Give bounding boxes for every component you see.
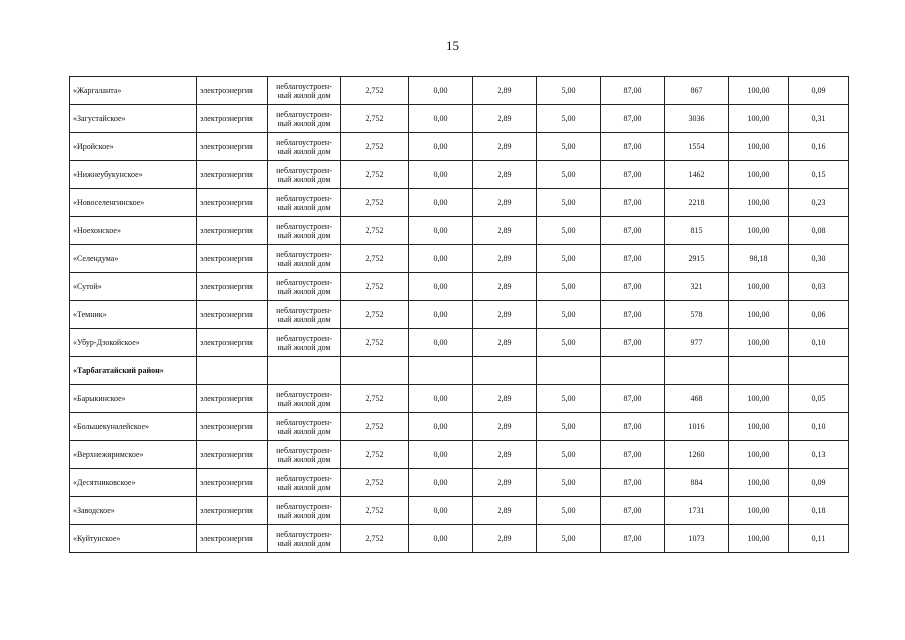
housing-type-line-1: неблагоустроен- <box>276 389 332 399</box>
value-cell-v7: 100,00 <box>729 133 789 161</box>
settlement-name: «Новоселенгинское» <box>70 189 197 217</box>
value-cell-v2: 0,00 <box>409 133 473 161</box>
resource-cell: электроэнергия <box>197 469 268 497</box>
value-cell-v3: 2,89 <box>473 413 537 441</box>
housing-type-line-2: ный жилой дом <box>277 398 331 408</box>
housing-type-line-1: неблагоустроен- <box>276 417 332 427</box>
value-cell-v4: 5,00 <box>537 301 601 329</box>
table-body <box>70 77 849 553</box>
value-cell-v8: 0,03 <box>789 273 849 301</box>
value-cell-v8: 0,16 <box>789 133 849 161</box>
value-cell-v5: 87,00 <box>601 497 665 525</box>
value-cell-v5: 87,00 <box>601 133 665 161</box>
value-cell-v6: 867 <box>665 77 729 105</box>
value-cell-v6: 1554 <box>665 133 729 161</box>
housing-type-cell <box>268 189 341 217</box>
value-cell-v2: 0,00 <box>409 301 473 329</box>
resource-cell: электроэнергия <box>197 497 268 525</box>
table-row <box>70 105 849 133</box>
value-cell-v8: 0,23 <box>789 189 849 217</box>
value-cell-v1: 2,752 <box>341 385 409 413</box>
housing-type-cell <box>268 161 341 189</box>
table-row <box>70 301 849 329</box>
settlement-name: «Темник» <box>70 301 197 329</box>
value-cell-v6: 468 <box>665 385 729 413</box>
value-cell-v4: 5,00 <box>537 133 601 161</box>
table-row <box>70 161 849 189</box>
value-cell-v2: 0,00 <box>409 189 473 217</box>
value-cell-v5: 87,00 <box>601 301 665 329</box>
housing-type-line-1: неблагоустроен- <box>276 165 332 175</box>
tariff-table <box>69 76 849 553</box>
value-cell-v8: 0,18 <box>789 497 849 525</box>
value-cell-v7: 100,00 <box>729 497 789 525</box>
value-cell-v8: 0,15 <box>789 161 849 189</box>
value-cell-v1: 2,752 <box>341 161 409 189</box>
value-cell-v6: 1073 <box>665 525 729 553</box>
value-cell-v3: 2,89 <box>473 525 537 553</box>
value-cell-v5: 87,00 <box>601 217 665 245</box>
value-cell-v5: 87,00 <box>601 245 665 273</box>
empty-cell <box>537 357 601 385</box>
value-cell-v2: 0,00 <box>409 105 473 133</box>
resource-cell: электроэнергия <box>197 245 268 273</box>
value-cell-v4: 5,00 <box>537 441 601 469</box>
housing-type-line-1: неблагоустроен- <box>276 305 332 315</box>
value-cell-v6: 1731 <box>665 497 729 525</box>
value-cell-v6: 977 <box>665 329 729 357</box>
table-row <box>70 441 849 469</box>
value-cell-v4: 5,00 <box>537 273 601 301</box>
value-cell-v3: 2,89 <box>473 329 537 357</box>
value-cell-v5: 87,00 <box>601 273 665 301</box>
value-cell-v2: 0,00 <box>409 329 473 357</box>
housing-type-cell <box>268 413 341 441</box>
housing-type-line-2: ный жилой дом <box>277 426 331 436</box>
value-cell-v2: 0,00 <box>409 441 473 469</box>
housing-type-line-1: неблагоустроен- <box>276 193 332 203</box>
value-cell-v8: 0,10 <box>789 413 849 441</box>
value-cell-v6: 2218 <box>665 189 729 217</box>
housing-type-cell <box>268 105 341 133</box>
housing-type-cell <box>268 273 341 301</box>
value-cell-v3: 2,89 <box>473 273 537 301</box>
value-cell-v3: 2,89 <box>473 385 537 413</box>
value-cell-v2: 0,00 <box>409 273 473 301</box>
housing-type-cell <box>268 217 341 245</box>
resource-cell: электроэнергия <box>197 133 268 161</box>
table-row <box>70 245 849 273</box>
value-cell-v7: 100,00 <box>729 105 789 133</box>
table-row <box>70 329 849 357</box>
value-cell-v1: 2,752 <box>341 133 409 161</box>
table-row <box>70 469 849 497</box>
housing-type-line-1: неблагоустроен- <box>276 221 332 231</box>
settlement-name: «Селендума» <box>70 245 197 273</box>
value-cell-v8: 0,13 <box>789 441 849 469</box>
housing-type-line-1: неблагоустроен- <box>276 249 332 259</box>
value-cell-v8: 0,11 <box>789 525 849 553</box>
value-cell-v2: 0,00 <box>409 413 473 441</box>
empty-cell <box>601 357 665 385</box>
value-cell-v5: 87,00 <box>601 525 665 553</box>
value-cell-v1: 2,752 <box>341 329 409 357</box>
value-cell-v6: 2915 <box>665 245 729 273</box>
empty-cell <box>729 357 789 385</box>
value-cell-v5: 87,00 <box>601 161 665 189</box>
value-cell-v3: 2,89 <box>473 133 537 161</box>
value-cell-v6: 3036 <box>665 105 729 133</box>
value-cell-v8: 0,08 <box>789 217 849 245</box>
value-cell-v4: 5,00 <box>537 497 601 525</box>
housing-type-line-2: ный жилой дом <box>277 538 331 548</box>
value-cell-v2: 0,00 <box>409 497 473 525</box>
value-cell-v7: 100,00 <box>729 329 789 357</box>
housing-type-line-1: неблагоустроен- <box>276 473 332 483</box>
settlement-name: «Куйтунское» <box>70 525 197 553</box>
settlement-name: «Верхнежиримское» <box>70 441 197 469</box>
value-cell-v5: 87,00 <box>601 189 665 217</box>
value-cell-v1: 2,752 <box>341 413 409 441</box>
table-row <box>70 385 849 413</box>
value-cell-v2: 0,00 <box>409 77 473 105</box>
resource-cell: электроэнергия <box>197 217 268 245</box>
resource-cell: электроэнергия <box>197 161 268 189</box>
value-cell-v7: 100,00 <box>729 161 789 189</box>
value-cell-v8: 0,09 <box>789 77 849 105</box>
value-cell-v7: 100,00 <box>729 217 789 245</box>
housing-type-cell <box>268 245 341 273</box>
settlement-name: «Нижнеубукунское» <box>70 161 197 189</box>
empty-cell <box>341 357 409 385</box>
housing-type-cell <box>268 301 341 329</box>
value-cell-v6: 321 <box>665 273 729 301</box>
housing-type-cell <box>268 329 341 357</box>
empty-cell <box>197 357 268 385</box>
housing-type-cell <box>268 133 341 161</box>
empty-cell <box>789 357 849 385</box>
value-cell-v1: 2,752 <box>341 77 409 105</box>
value-cell-v3: 2,89 <box>473 105 537 133</box>
value-cell-v5: 87,00 <box>601 77 665 105</box>
settlement-name: «Заводское» <box>70 497 197 525</box>
settlement-name: «Большекуналейское» <box>70 413 197 441</box>
value-cell-v7: 100,00 <box>729 525 789 553</box>
value-cell-v4: 5,00 <box>537 189 601 217</box>
housing-type-line-2: ный жилой дом <box>277 286 331 296</box>
housing-type-line-2: ный жилой дом <box>277 146 331 156</box>
resource-cell: электроэнергия <box>197 77 268 105</box>
housing-type-cell <box>268 441 341 469</box>
housing-type-line-2: ный жилой дом <box>277 174 331 184</box>
housing-type-line-1: неблагоустроен- <box>276 277 332 287</box>
housing-type-cell <box>268 385 341 413</box>
settlement-name: «Сутой» <box>70 273 197 301</box>
table-row <box>70 497 849 525</box>
value-cell-v5: 87,00 <box>601 385 665 413</box>
value-cell-v6: 884 <box>665 469 729 497</box>
value-cell-v3: 2,89 <box>473 245 537 273</box>
value-cell-v4: 5,00 <box>537 469 601 497</box>
value-cell-v1: 2,752 <box>341 469 409 497</box>
housing-type-line-1: неблагоустроен- <box>276 445 332 455</box>
housing-type-line-2: ный жилой дом <box>277 202 331 212</box>
settlement-name: «Барыкинское» <box>70 385 197 413</box>
value-cell-v3: 2,89 <box>473 301 537 329</box>
resource-cell: электроэнергия <box>197 385 268 413</box>
table-row <box>70 273 849 301</box>
housing-type-line-2: ный жилой дом <box>277 90 331 100</box>
value-cell-v3: 2,89 <box>473 161 537 189</box>
value-cell-v5: 87,00 <box>601 329 665 357</box>
value-cell-v1: 2,752 <box>341 245 409 273</box>
value-cell-v7: 100,00 <box>729 413 789 441</box>
table-row <box>70 525 849 553</box>
housing-type-line-1: неблагоустроен- <box>276 109 332 119</box>
table-row <box>70 413 849 441</box>
value-cell-v4: 5,00 <box>537 525 601 553</box>
value-cell-v2: 0,00 <box>409 469 473 497</box>
housing-type-line-2: ный жилой дом <box>277 454 331 464</box>
value-cell-v2: 0,00 <box>409 161 473 189</box>
page-number: 15 <box>446 38 459 53</box>
value-cell-v7: 100,00 <box>729 301 789 329</box>
settlement-name: «Убур-Дзокойское» <box>70 329 197 357</box>
value-cell-v6: 1016 <box>665 413 729 441</box>
value-cell-v3: 2,89 <box>473 217 537 245</box>
housing-type-line-1: неблагоустроен- <box>276 529 332 539</box>
value-cell-v7: 100,00 <box>729 189 789 217</box>
settlement-name: «Ноехонское» <box>70 217 197 245</box>
value-cell-v1: 2,752 <box>341 273 409 301</box>
settlement-name: «Загустайское» <box>70 105 197 133</box>
value-cell-v8: 0,06 <box>789 301 849 329</box>
value-cell-v6: 1462 <box>665 161 729 189</box>
table-row <box>70 189 849 217</box>
section-title: «Тарбагатайский район» <box>70 357 197 385</box>
value-cell-v6: 1260 <box>665 441 729 469</box>
value-cell-v6: 815 <box>665 217 729 245</box>
value-cell-v4: 5,00 <box>537 105 601 133</box>
value-cell-v5: 87,00 <box>601 413 665 441</box>
value-cell-v7: 100,00 <box>729 273 789 301</box>
value-cell-v4: 5,00 <box>537 217 601 245</box>
value-cell-v8: 0,10 <box>789 329 849 357</box>
resource-cell: электроэнергия <box>197 105 268 133</box>
housing-type-cell <box>268 497 341 525</box>
value-cell-v7: 100,00 <box>729 469 789 497</box>
resource-cell: электроэнергия <box>197 301 268 329</box>
housing-type-cell <box>268 77 341 105</box>
empty-cell <box>473 357 537 385</box>
value-cell-v3: 2,89 <box>473 77 537 105</box>
housing-type-cell <box>268 469 341 497</box>
value-cell-v2: 0,00 <box>409 217 473 245</box>
value-cell-v4: 5,00 <box>537 161 601 189</box>
value-cell-v5: 87,00 <box>601 469 665 497</box>
value-cell-v3: 2,89 <box>473 497 537 525</box>
value-cell-v1: 2,752 <box>341 105 409 133</box>
value-cell-v1: 2,752 <box>341 301 409 329</box>
table-row <box>70 133 849 161</box>
resource-cell: электроэнергия <box>197 413 268 441</box>
value-cell-v8: 0,09 <box>789 469 849 497</box>
housing-type-line-1: неблагоустроен- <box>276 333 332 343</box>
value-cell-v8: 0,31 <box>789 105 849 133</box>
housing-type-line-2: ный жилой дом <box>277 510 331 520</box>
empty-cell <box>409 357 473 385</box>
housing-type-line-2: ный жилой дом <box>277 258 331 268</box>
housing-type-line-2: ный жилой дом <box>277 342 331 352</box>
value-cell-v7: 100,00 <box>729 441 789 469</box>
value-cell-v7: 98,18 <box>729 245 789 273</box>
resource-cell: электроэнергия <box>197 273 268 301</box>
housing-type-line-2: ный жилой дом <box>277 482 331 492</box>
housing-type-line-1: неблагоустроен- <box>276 137 332 147</box>
resource-cell: электроэнергия <box>197 525 268 553</box>
value-cell-v7: 100,00 <box>729 385 789 413</box>
settlement-name: «Жаргаланта» <box>70 77 197 105</box>
housing-type-line-1: неблагоустроен- <box>276 81 332 91</box>
value-cell-v5: 87,00 <box>601 441 665 469</box>
housing-type-line-2: ный жилой дом <box>277 230 331 240</box>
housing-type-line-2: ный жилой дом <box>277 314 331 324</box>
value-cell-v3: 2,89 <box>473 189 537 217</box>
resource-cell: электроэнергия <box>197 441 268 469</box>
housing-type-line-2: ный жилой дом <box>277 118 331 128</box>
value-cell-v3: 2,89 <box>473 469 537 497</box>
value-cell-v2: 0,00 <box>409 385 473 413</box>
empty-cell <box>665 357 729 385</box>
value-cell-v3: 2,89 <box>473 441 537 469</box>
empty-cell <box>268 357 341 385</box>
value-cell-v1: 2,752 <box>341 525 409 553</box>
section-row <box>70 357 849 385</box>
value-cell-v1: 2,752 <box>341 497 409 525</box>
housing-type-line-1: неблагоустроен- <box>276 501 332 511</box>
value-cell-v2: 0,00 <box>409 525 473 553</box>
value-cell-v1: 2,752 <box>341 189 409 217</box>
value-cell-v4: 5,00 <box>537 329 601 357</box>
value-cell-v8: 0,05 <box>789 385 849 413</box>
housing-type-cell <box>268 525 341 553</box>
resource-cell: электроэнергия <box>197 189 268 217</box>
value-cell-v6: 578 <box>665 301 729 329</box>
value-cell-v1: 2,752 <box>341 441 409 469</box>
value-cell-v1: 2,752 <box>341 217 409 245</box>
value-cell-v5: 87,00 <box>601 105 665 133</box>
value-cell-v2: 0,00 <box>409 245 473 273</box>
value-cell-v4: 5,00 <box>537 245 601 273</box>
resource-cell: электроэнергия <box>197 329 268 357</box>
table-row <box>70 217 849 245</box>
value-cell-v4: 5,00 <box>537 385 601 413</box>
value-cell-v4: 5,00 <box>537 413 601 441</box>
value-cell-v4: 5,00 <box>537 77 601 105</box>
table-row <box>70 77 849 105</box>
settlement-name: «Иройское» <box>70 133 197 161</box>
value-cell-v7: 100,00 <box>729 77 789 105</box>
settlement-name: «Десятниковское» <box>70 469 197 497</box>
value-cell-v8: 0,30 <box>789 245 849 273</box>
